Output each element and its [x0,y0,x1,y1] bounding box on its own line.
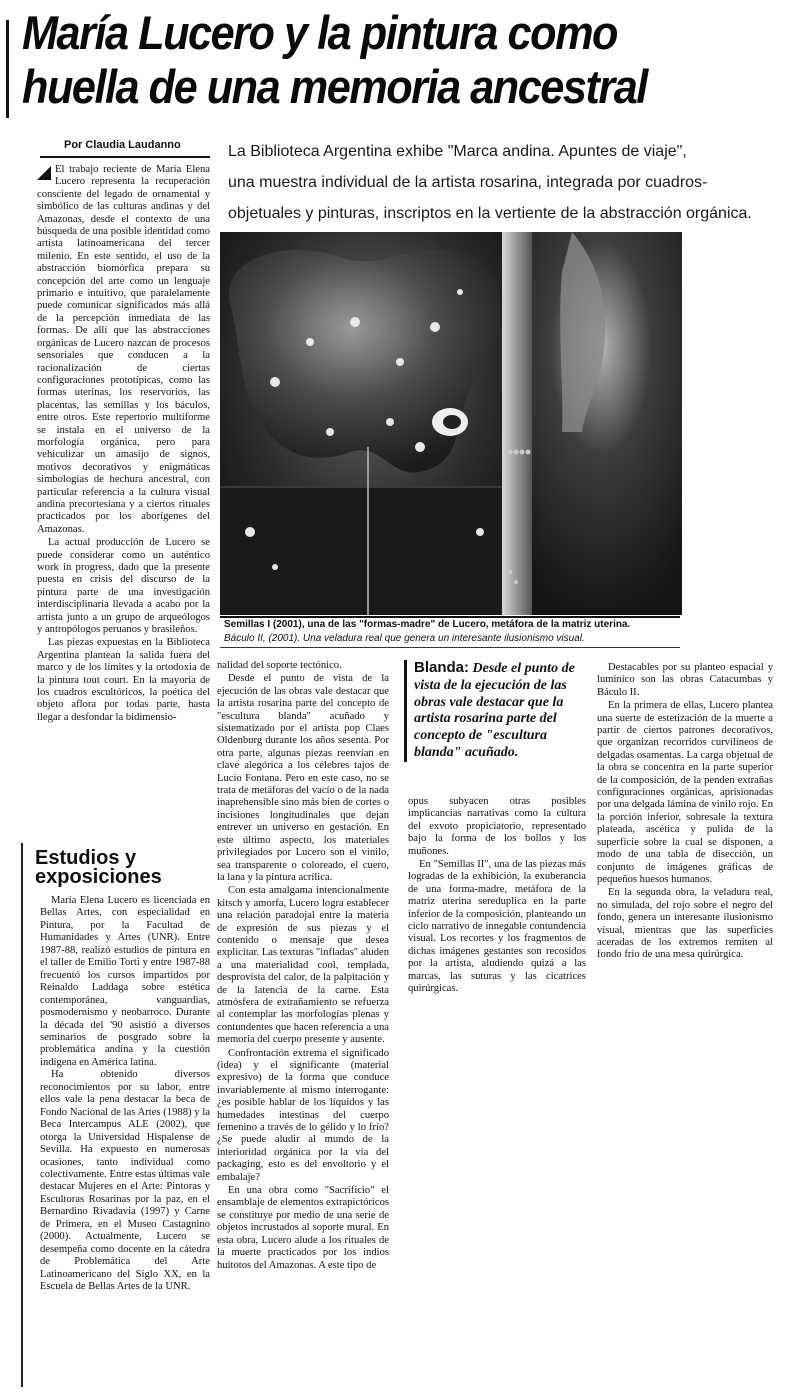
paragraph: Desde el punto de vista de la ejecución de las obras vale destacar que la artista rosarina parte del concepto de "escultura blanda" acuñado y sistematizado por el artista pop Claes Oldenburg durante los años sesenta. Por otra parte, algunas piezas reenvían en clave alegórica a los célebres tajos de Lucio Fontana. Pero en este caso, no se trata de metáforas del vacío o de la nada inaprehensible sino más bien de cortes o incisiones longitudinales que dejan entrever un universo en gestación. En este último aspecto, los materiales privilegiados por Lucero son el vinilo, sea transparente o coloreado, el cuero, la lana y la pintura acrílica. [217,673,389,883]
paragraph: En "Semillas II", una de las piezas más logradas de la exhibición, la exuberancia de una forma-madre, metáfora de la matriz uterina sereduplica en la parte inferior de la composición, planteando un ciclo narrativo de innegable contundencia visual. Los recortes y los fragmentos de dichas imágenes gestantes son recosidos por la artista, aludiendo quizá a las marcas, las suturas y las cicatrices quirúrgicas. [408,859,586,995]
caption-divider [220,647,680,648]
paragraph: Ha obtenido diversos reconocimientos por su labor, entre ellos vale la pena destacar la beca de Fondo Nacional de las Artes (1988) y la Beca Intercampus ALE (2002), que otorga la Universidad Hispalense de Sevilla. Ha expuesto en numerosas ocasiones, tanto individual como colectivamente. Entre estas últimas vale destacar Mujeres en el Arte: Pintoras y Escultoras Rosarinas por la paz, en el Bernardino Rivadavia (1997) y Carne de Primera, en el Museo Castagnino (2000). Actualmente, Lucero se desempeña como docente en la cátedra de Problemática del Arte Latinoamericano del Siglo XX, en la Escuela de Bellas Artes de la UNR. [40,1069,210,1293]
artwork-photo-semillas [220,232,516,615]
paragraph: María Elena Lucero es licenciada en Bellas Artes, con especialidad en Pintura, por la Facultad de Humanidades y Artes (UNR). Entre 1987-88, realizó estudios de pintura en el taller de Emilio Torti y entre 1987-88 frecuentó los cursos impartidos por Reinaldo Laddaga sobre estética contemporánea, vanguardias, posmodernismo y neobarroco. Durante la década del '90 asistió a diversos seminarios de posgrado sobre la problemática andina y la cuestión indígena en América latina. [40,895,210,1068]
sidebar-title: Estudios y exposiciones [35,847,162,888]
paragraph: Confrontación extrema el significado (idea) y el significante (material expresivo) de la forma que conduce invariablemente al mismo interrogante: ¿es posible hablar de los líquidos y las humedades intestinas del cuerpo femenino a través de lo gélido y lo frío? ¿Se puede aludir al mundo de la interioridad orgánica por la vía del packaging, esto es del envoltorio y el embalaje? [217,1047,389,1183]
pull-quote-lead: Blanda: [414,659,470,676]
paragraph: En una obra como "Sacrificio" el ensamblaje de elementos extrapictóricos se constituye por medio de una serie de objetos incrustados al soporte mural. En esta obra, Lucero alude a los rituales de la muerte practicados por los indios huitotos del Amazonas. A este tipo de [217,1185,389,1271]
pull-quote-text: Desde el punto de vista de la ejecución de las obras vale destacar que la artista rosarina parte del concepto de "escultura blanda" acuñado. [414,661,575,760]
headline-rule [6,20,9,118]
triangle-icon [37,166,51,180]
paragraph [37,164,210,536]
paragraph: Las piezas expuestas en la Biblioteca Argentina plantean la salida fuera del marco y de los límites y la ortodoxia de la pintura tout court. En la mayoría de los cuadros escultóricos, la poética del objeto aflora por todas parte, hasta llegar a desfondar la bidimensio- [37,637,210,723]
artwork-photo-baculo [502,232,682,615]
photo-caption-secondary: Báculo II, (2001). Una veladura real que genera un interesante ilusionismo visual. [224,633,585,644]
headline [22,6,730,114]
caption-rule [220,616,680,618]
paragraph: La actual producción de Lucero se puede considerar como un auténtico work in progress, dado que la presente puesta en crisis del discurso de la pintura parte de una investigación interdisciplinaria llevada a acabo por la artista junto a un grupo de arqueólogos y antropólogos peruanos y brasileños. [37,537,210,636]
deck-line: una muestra individual de la artista rosarina, integrada por cuadros- [228,174,708,191]
pull-quote [404,660,592,762]
headline-line-1: María Lucero y la pintura como [22,6,617,59]
paragraph: En la segunda obra, la veladura real, no simulada, del rojo sobre el negro del fondo, genera un interesante ilusionismo visual, mientras que las superficies aceradas de los extremos remiten al fondo frío de una mesa quirúrgica. [597,887,773,961]
byline: Por Claudia Laudanno [64,139,181,151]
paragraph: nalidad del soporte tectónico. [217,660,342,671]
column-1 [37,164,210,725]
photo-caption: Semillas I (2001), una de las "formas-madre" de Lucero, metáfora de la matriz uterina. [224,619,631,630]
paragraph: En la primera de ellas, Lucero plantea una suerte de estetización de la muerte a partir de ciertos patrones decorativos, que organizan recorridos curvilíneos de delgadas osamentas. La carga objetual de la obra se concentra en la parte superior de la composición, de la penden extrañas configuraciones orgánicas, aprisionadas por una delgada lámina de vinilo rojo. En la porción inferior, sobresale la textura plateada, ascética y pulida de la superficie sobre la cual se disponen, a modo de una tabla de disección, un conjunto de imágenes gráficas de pequeños huesos humanos. [597,700,773,885]
paragraph-text: El trabajo reciente de María Elena Lucero representa la recuperación consciente del legado de ornamental y simbólico de las culturas andinas y del Amazonas, desde el contexto de una búsqueda de una posible identidad como artista latinoamericana del tercer milenio. En este sentido, el uso de la abstracción biomórfica prepara su concepción del arte como un lenguaje primario e intuitivo, que paralelamente puede comunicar significados más allá de la percepción inmediata de las formas. De allí que las abstracciones orgánicas de Lucero nazcan de procesos sensoriales que conducen a la racionalización de ciertas configuraciones prototípicas, como las formas uterinas, los reservorios, las placentas, las semillas y los báculos, entre otros. Este repertorio multiforme se instala en el universo de la morfología orgánica, pero para vehiculizar un amasijo de signos, motivos decorativos y enigmáticas simbologías de hechura ancestral, con particular referencia a la cultura visual andina precortesiana y a ciertos rituales practicados por los aborígenes del Amazonas. [37,164,210,535]
paragraph: Con esta amalgama intencionalmente kitsch y amorfa, Lucero logra establecer una relación paradojal entre la materia de expresión de sus piezas y el contenido o mensaje que desea explicitar. Las texturas "infladas" aluden a una materialidad cool, templada, desprovista del calor, de la palpitación y de la latencia de la carne. Esta atmósfera de extrañamiento se refuerza al contemplar las morfologías plenas y contundentes que hacen referencia a una memoria del cuerpo presente y ausente. [217,885,389,1046]
column-3 [408,796,586,997]
column-4 [597,662,773,963]
byline-rule [40,156,210,158]
sidebar-text [40,895,210,1294]
sidebar-box [21,843,210,1387]
deck-line: objetuales y pinturas, inscriptos en la vertiente de la abstracción orgánica. [228,205,752,222]
column-2 [217,660,389,1273]
headline-line-2: huella de una memoria ancestral [22,60,647,113]
paragraph: Destacables por su planteo espacial y lumínico son las obras Catacumbas y Báculo II. [597,662,773,698]
deck [228,136,788,229]
deck-line: La Biblioteca Argentina exhibe "Marca andina. Apuntes de viaje", [228,143,687,160]
paragraph: opus subyacen otras posibles implicancias narrativas como la cultura del exvoto propiciatorio, representado bajo la forma de los bollos y los muñones. [408,796,586,857]
